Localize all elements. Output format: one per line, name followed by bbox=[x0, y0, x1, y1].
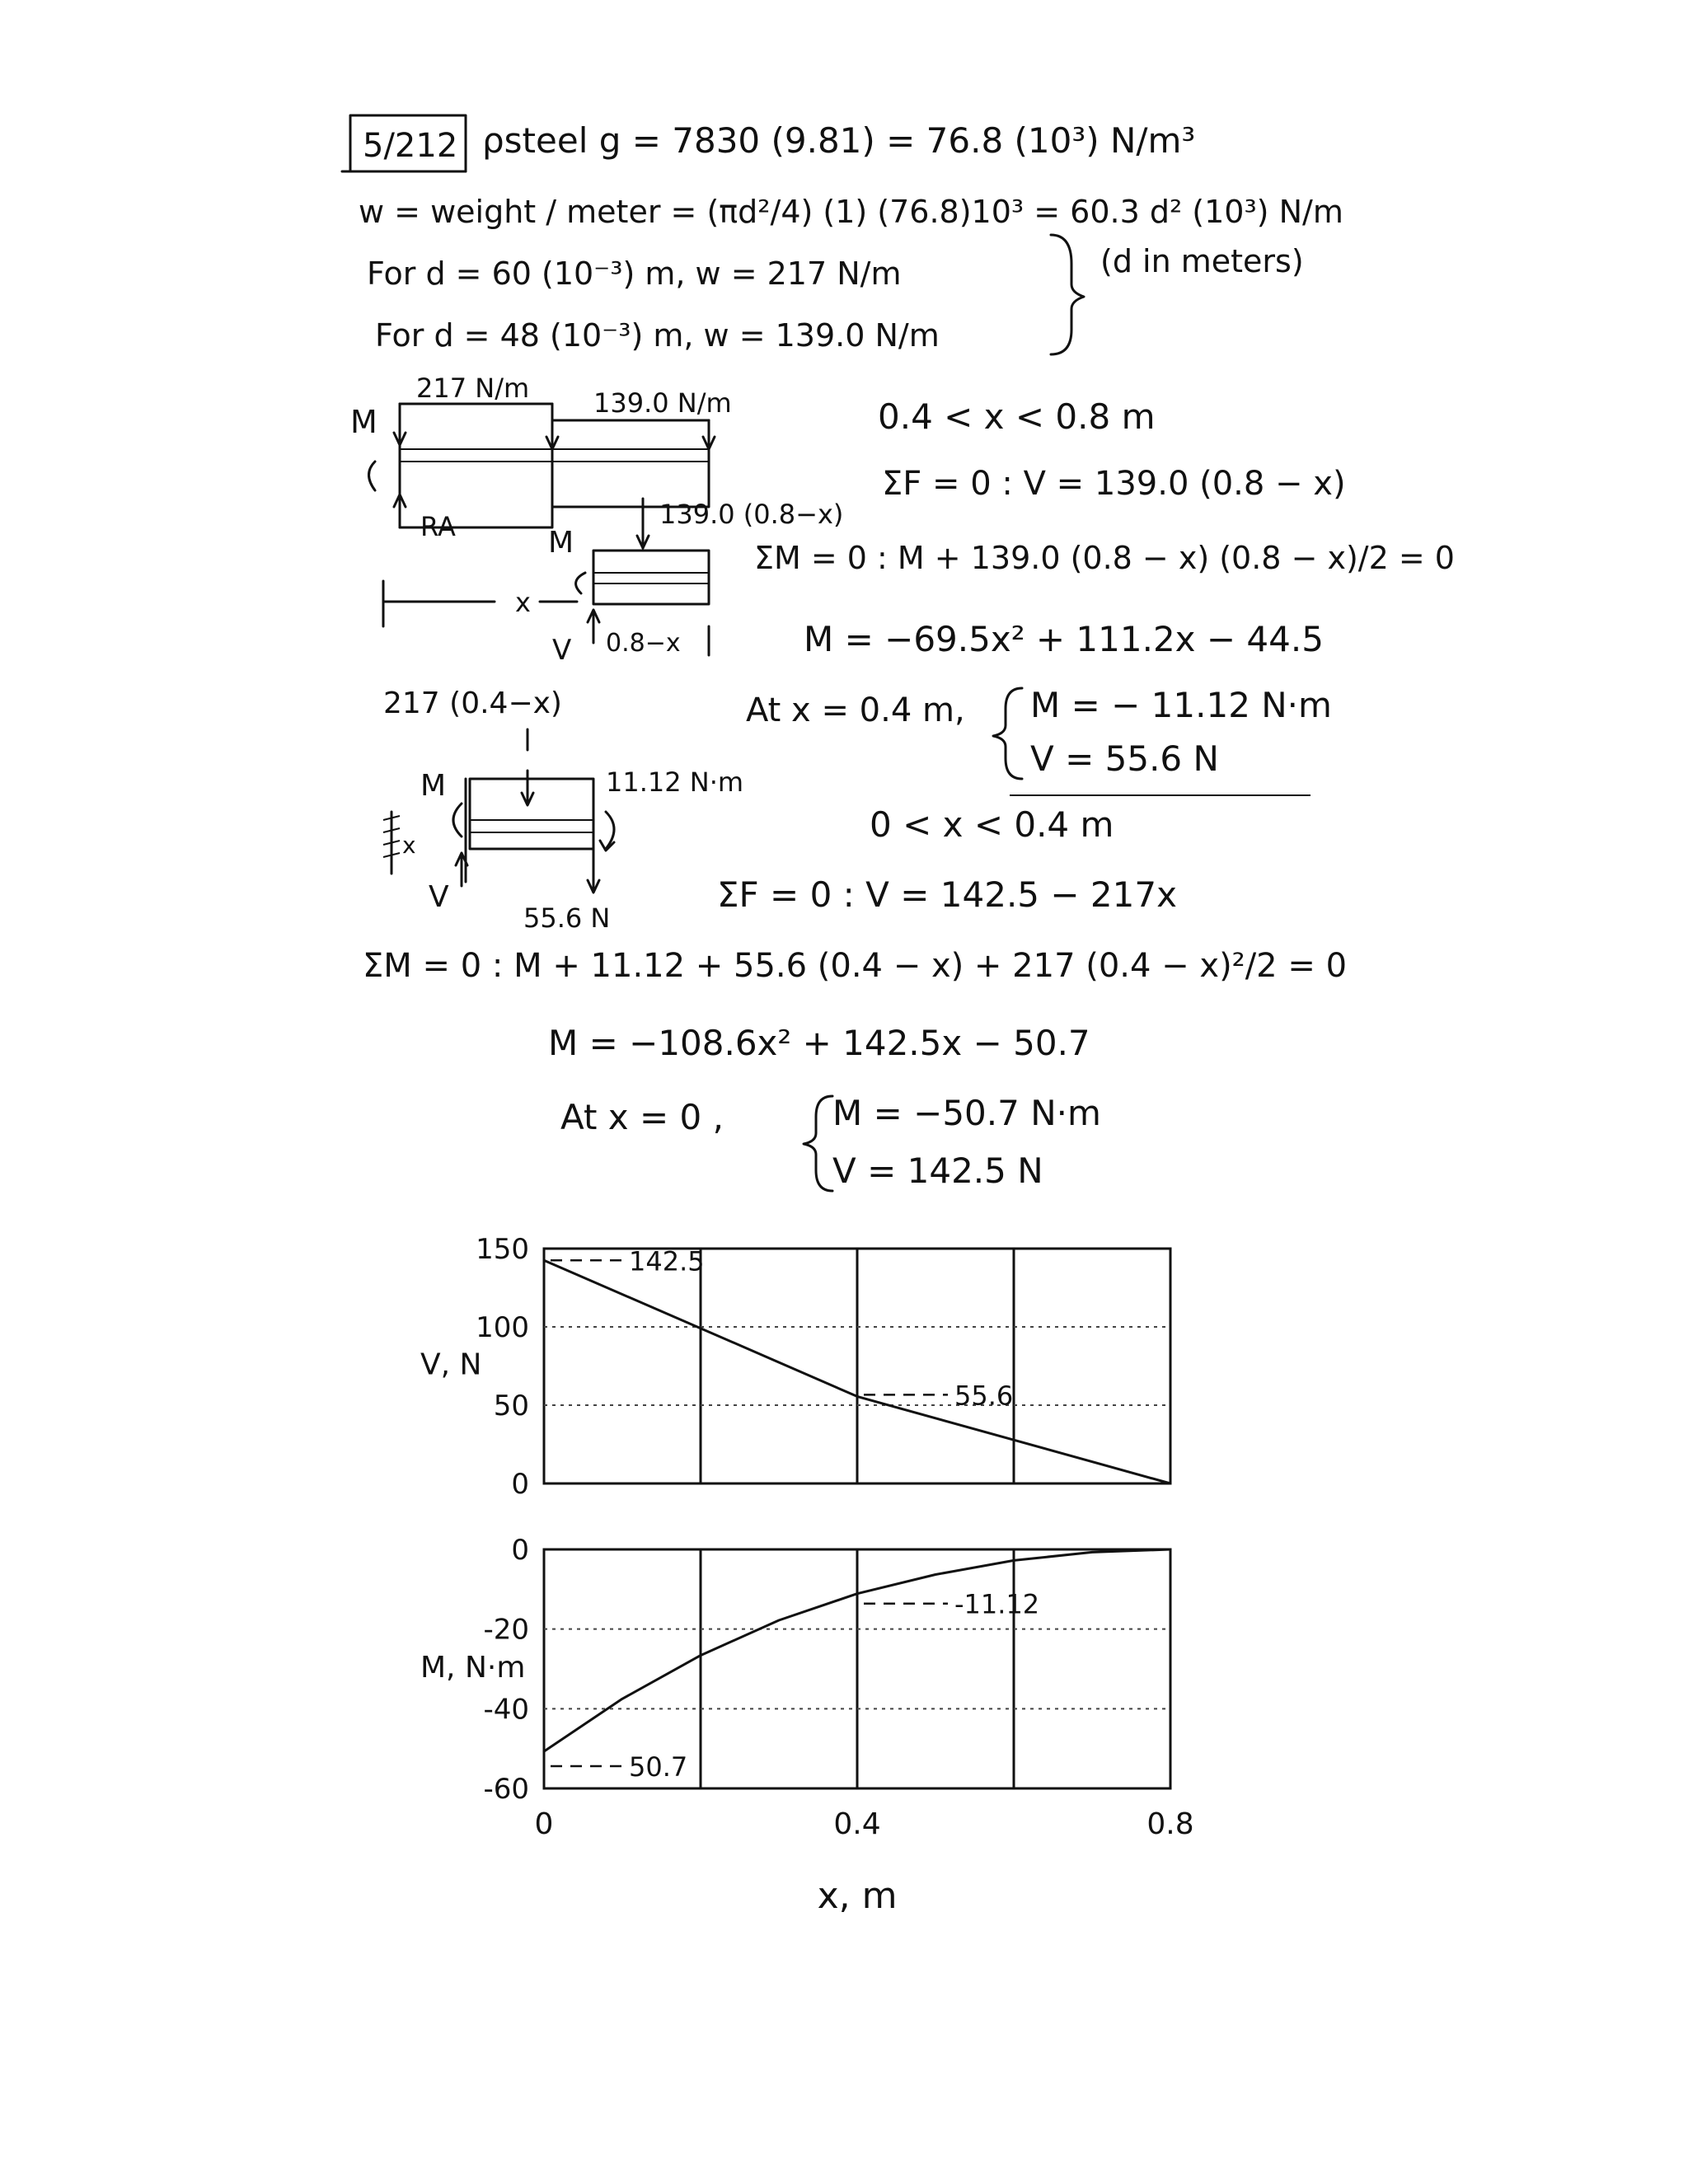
left-segment-fbd bbox=[383, 687, 743, 934]
seg-left-m-val: M = −50.7 N·m bbox=[832, 1093, 1101, 1133]
seg-right-at-x: At x = 0.4 m, bbox=[746, 691, 965, 729]
annotation-label: -11.12 bbox=[954, 1588, 1040, 1620]
seg-left-sum-f: ΣF = 0 : V = 142.5 − 217x bbox=[717, 874, 1177, 915]
y-tick-label: 100 bbox=[476, 1311, 529, 1344]
seg-left-v-val: V = 142.5 N bbox=[832, 1151, 1043, 1191]
seg-right-range: 0.4 < x < 0.8 m bbox=[878, 396, 1156, 437]
x-tick-label: 0 bbox=[534, 1807, 554, 1841]
beam-moment-label: M bbox=[350, 404, 377, 440]
x-tick-label: 0.4 bbox=[833, 1807, 881, 1841]
x-tick-label: 0.8 bbox=[1146, 1807, 1194, 1841]
density-line: ρsteel g = 7830 (9.81) = 76.8 (10³) N/m³ bbox=[482, 120, 1196, 161]
seg-right-fbd-v: V bbox=[552, 634, 572, 667]
seg-right-fbd-x: x bbox=[515, 587, 531, 618]
annotation-label: 142.5 bbox=[629, 1245, 705, 1277]
moment-diagram bbox=[420, 1534, 1194, 1917]
seg-right-m-val: M = − 11.12 N·m bbox=[1030, 685, 1332, 725]
seg-left-fbd-moment: 11.12 N·m bbox=[606, 766, 744, 798]
seg-right-m-eq: M = −69.5x² + 111.2x − 44.5 bbox=[804, 619, 1324, 659]
seg-right-brace bbox=[993, 688, 1022, 779]
seg-right-v-val: V = 55.6 N bbox=[1030, 738, 1219, 779]
y-tick-label: 0 bbox=[511, 1468, 529, 1501]
seg-left-fbd-force: 55.6 N bbox=[523, 902, 611, 934]
case-60-line: For d = 60 (10⁻³) m, w = 217 N/m bbox=[367, 255, 902, 292]
x-axis-label: x, m bbox=[817, 1875, 898, 1917]
y-tick-label: -40 bbox=[483, 1693, 529, 1727]
problem-number: 5/212 bbox=[363, 127, 458, 165]
beam-reaction-label: RA bbox=[420, 511, 456, 542]
y-tick-label: -60 bbox=[483, 1773, 529, 1806]
y-tick-label: 150 bbox=[476, 1233, 529, 1266]
shear-diagram bbox=[420, 1233, 1170, 1501]
d-note: (d in meters) bbox=[1100, 243, 1304, 279]
y-tick-label: -20 bbox=[483, 1613, 529, 1647]
seg-left-fbd-x: x bbox=[402, 832, 416, 859]
seg-left-fbd-m: M bbox=[420, 769, 447, 803]
case-brace bbox=[1051, 235, 1084, 354]
annotation-label: 50.7 bbox=[629, 1751, 688, 1783]
y-tick-label: 0 bbox=[511, 1534, 529, 1567]
seg-left-at-x: At x = 0 , bbox=[560, 1097, 724, 1137]
seg-right-sum-m: ΣM = 0 : M + 139.0 (0.8 − x) (0.8 − x)/2 = 0 bbox=[754, 540, 1455, 576]
seg-right-fbd-m: M bbox=[548, 526, 574, 560]
seg-right-fbd-load: 139.0 (0.8−x) bbox=[659, 499, 844, 530]
beam-load-right-label: 139.0 N/m bbox=[593, 387, 732, 419]
y-axis-label: M, N·m bbox=[420, 1651, 526, 1685]
y-axis-label: V, N bbox=[420, 1347, 482, 1382]
weight-line: w = weight / meter = (πd²/4) (1) (76.8)10³ = 60.3 d² (10³) N/m bbox=[359, 194, 1343, 230]
seg-left-brace bbox=[804, 1096, 832, 1191]
seg-left-range: 0 < x < 0.4 m bbox=[870, 804, 1114, 845]
seg-left-fbd-v: V bbox=[429, 880, 449, 914]
seg-right-fbd-len: 0.8−x bbox=[606, 629, 681, 658]
seg-left-sum-m: ΣM = 0 : M + 11.12 + 55.6 (0.4 − x) + 217 (0.4 − x)²/2 = 0 bbox=[363, 947, 1348, 985]
y-tick-label: 50 bbox=[493, 1390, 529, 1422]
seg-right-sum-f: ΣF = 0 : V = 139.0 (0.8 − x) bbox=[882, 465, 1346, 503]
case-48-line: For d = 48 (10⁻³) m, w = 139.0 N/m bbox=[375, 317, 940, 354]
seg-left-fbd-load: 217 (0.4−x) bbox=[383, 687, 562, 720]
annotation-label: 55.6 bbox=[954, 1380, 1014, 1412]
seg-left-m-eq: M = −108.6x² + 142.5x − 50.7 bbox=[548, 1023, 1090, 1063]
beam-load-left-label: 217 N/m bbox=[416, 373, 530, 404]
